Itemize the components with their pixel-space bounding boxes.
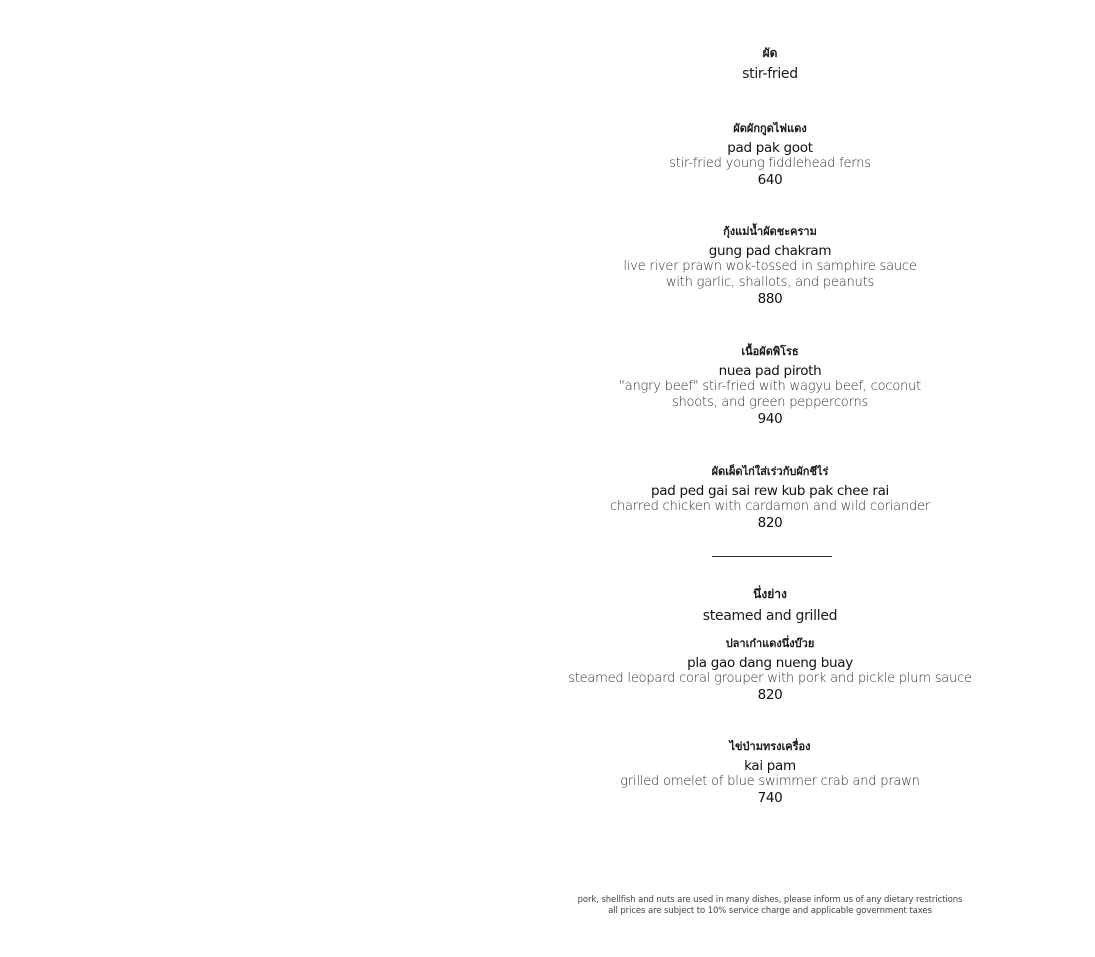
menu-item bbox=[460, 224, 1080, 307]
menu-item bbox=[460, 739, 1080, 806]
menu-footer bbox=[460, 895, 1080, 917]
dish-description: stir-fried young fiddlehead ferns bbox=[669, 156, 871, 171]
section-title-thai: ผัด bbox=[762, 46, 778, 60]
dish-name: pad ped gai sai rew kub pak chee rai bbox=[651, 483, 889, 499]
dish-price: 940 bbox=[757, 411, 783, 427]
dish-description: grilled omelet of blue swimmer crab and prawn bbox=[620, 774, 920, 789]
dish-name: pla gao dang nueng buay bbox=[687, 655, 853, 671]
dietary-notice: pork, shellfish and nuts are used in many dishes, please inform us of any dietary restrictions bbox=[577, 895, 963, 905]
dish-thai-name: ไข่ป่ามทรงเครื่อง bbox=[729, 740, 811, 753]
menu-item bbox=[460, 464, 1080, 531]
dish-price: 640 bbox=[757, 172, 783, 188]
dish-thai-name: ผัดเผ็ดไก่ใส่เร่วกับผักชีไร่ bbox=[711, 465, 829, 478]
dish-name: gung pad chakram bbox=[708, 243, 832, 259]
menu-item bbox=[460, 344, 1080, 427]
dish-thai-name: เนื้อผัดพิโรธ bbox=[741, 345, 799, 358]
dish-description: "angry beef" stir-fried with wagyu beef, coconut bbox=[618, 379, 922, 394]
dish-price: 740 bbox=[757, 790, 783, 806]
menu-item bbox=[460, 636, 1080, 703]
section-title: stir-fried bbox=[742, 66, 798, 82]
dish-description: with garlic, shallots, and peanuts bbox=[665, 275, 875, 290]
dish-name: pad pak goot bbox=[727, 140, 813, 156]
dish-description: charred chicken with cardamon and wild coriander bbox=[610, 499, 930, 514]
dish-thai-name: ปลาเก๋าแดงนึ่งบ๊วย bbox=[725, 637, 815, 650]
dish-thai-name: กุ้งแม่น้ำผัดชะคราม bbox=[723, 225, 817, 238]
section-divider bbox=[712, 556, 832, 557]
dish-thai-name: ผัดผักกูดไฟแดง bbox=[733, 122, 807, 135]
dish-name: kai pam bbox=[744, 758, 796, 774]
section-title: steamed and grilled bbox=[702, 608, 838, 624]
dish-description: steamed leopard coral grouper with pork and pickle plum sauce bbox=[568, 671, 972, 686]
dish-price: 820 bbox=[757, 515, 783, 531]
dish-description: shoots, and green peppercorns bbox=[671, 395, 869, 410]
dish-price: 820 bbox=[757, 687, 783, 703]
menu-item bbox=[460, 121, 1080, 188]
dish-description: live river prawn wok-tossed in samphire sauce bbox=[623, 259, 917, 274]
section-title-thai: นึ่งย่าง bbox=[753, 587, 787, 601]
dish-name: nuea pad piroth bbox=[718, 363, 822, 379]
service-charge-notice: all prices are subject to 10% service charge and applicable government taxes bbox=[608, 906, 932, 916]
dish-price: 880 bbox=[757, 291, 783, 307]
